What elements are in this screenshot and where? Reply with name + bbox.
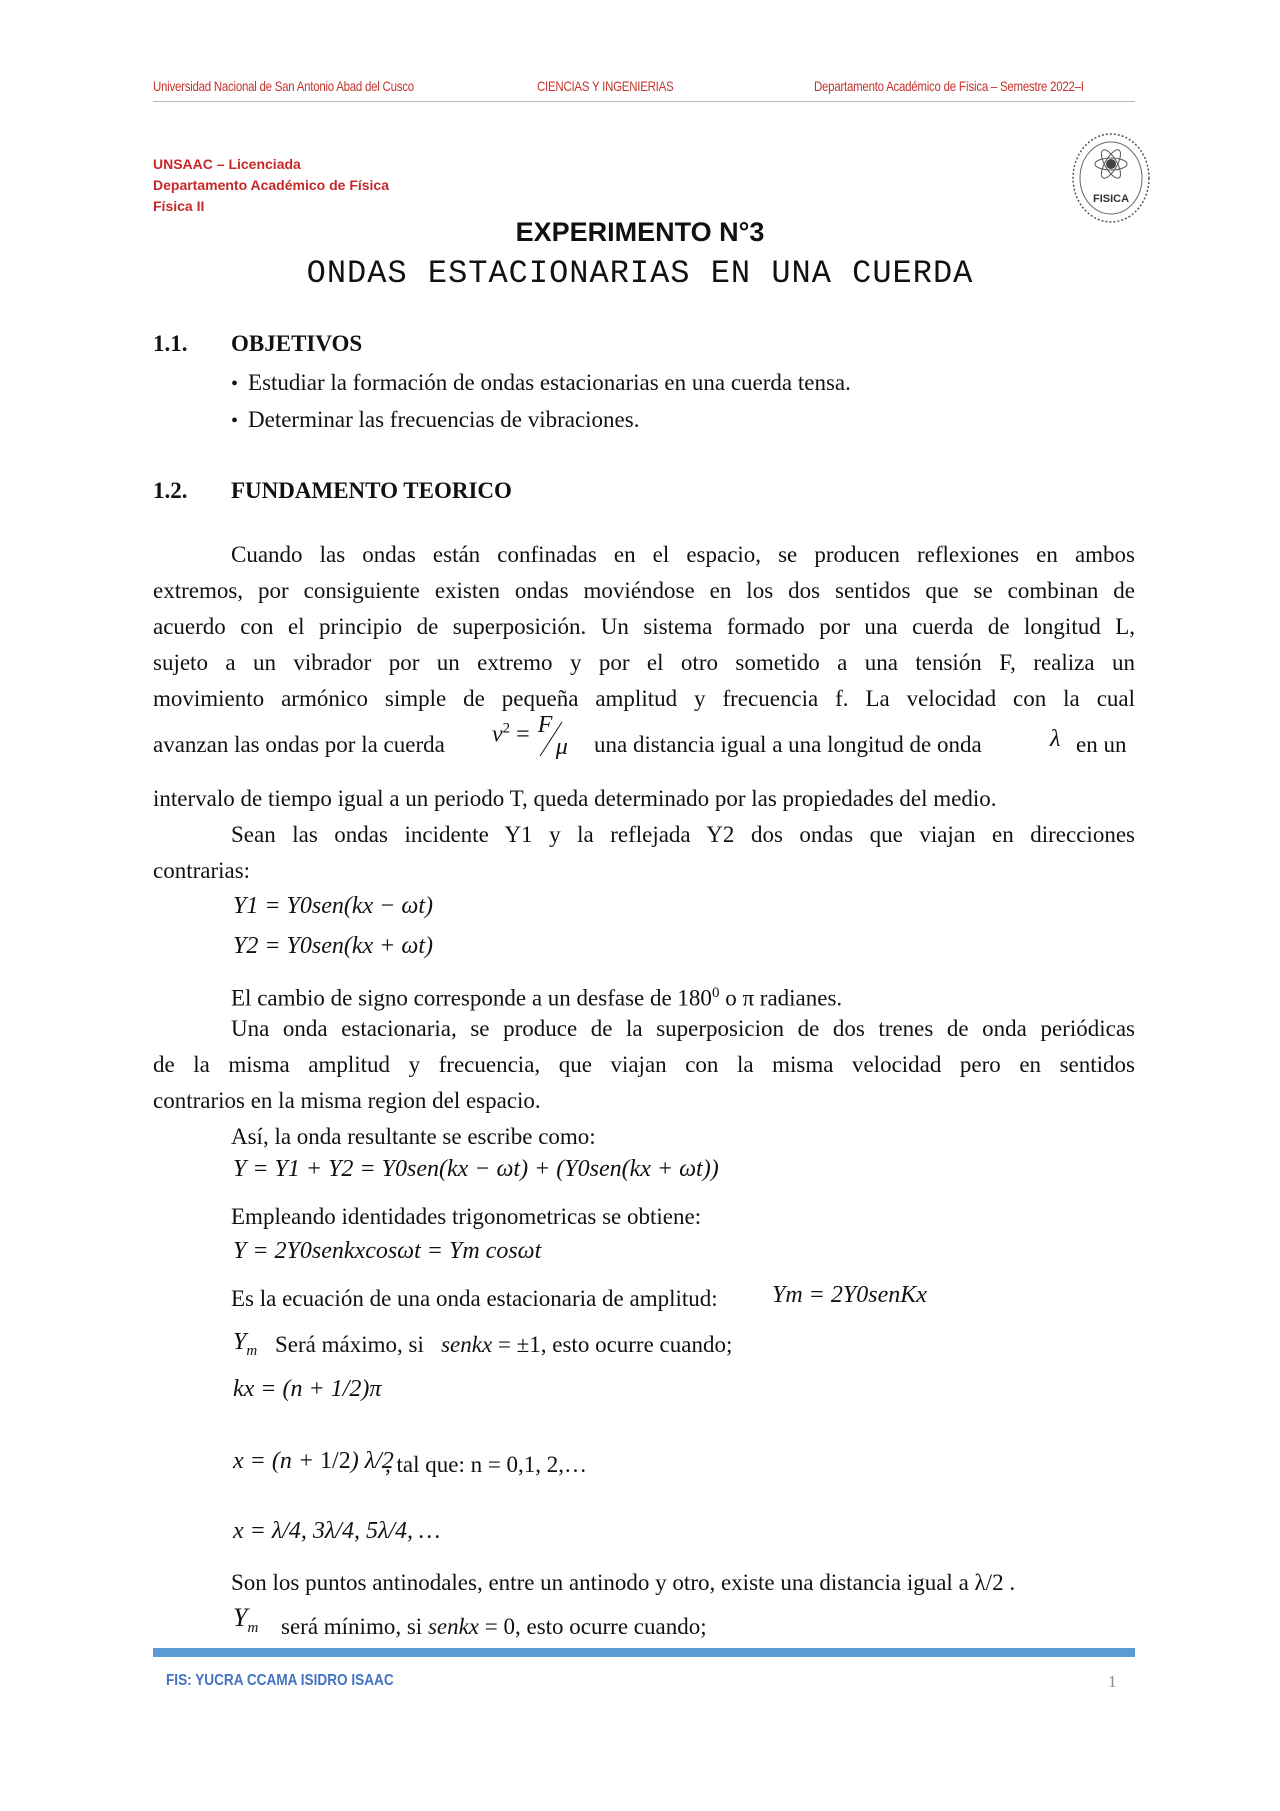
velocity-line-text-c: en un: [1076, 732, 1127, 757]
ym-symbol-max: $Y_m$: [233, 1329, 258, 1359]
n-values-text: , tal que: n = 0,1, 2,…: [385, 1452, 588, 1477]
footer-author: FIS: YUCRA CCAMA ISIDRO ISAAC: [166, 1672, 394, 1689]
paragraph-2: Sean las ondas incidente Y1 y la reflejada Y2 dos ondas que viajan en direcciones contrarias:: [153, 822, 1135, 883]
equation-kx: kx = (n + 1/2)π: [233, 1376, 382, 1402]
bullet-icon: •: [231, 410, 249, 432]
ym-symbol-min: $Y_m$: [233, 1603, 259, 1637]
bullet-icon: •: [231, 373, 249, 395]
equation-superposition: Y = Y1 + Y2 = Y0sen(kx − ωt) + (Y0sen(kx + ωt)): [233, 1156, 719, 1182]
equation-y1: Y1 = Y0sen(kx − ωt): [233, 893, 433, 919]
resultant-intro: Así, la onda resultante se escribe como:: [231, 1124, 596, 1149]
experiment-subtitle: ONDAS ESTACIONARIAS EN UNA CUERDA: [306, 255, 974, 292]
section-1-number: 1.1.: [153, 331, 188, 356]
seal-text: FISICA: [1092, 193, 1130, 205]
velocity-line-text-a: avanzan las ondas por la cuerda: [153, 732, 445, 757]
fraction-f-over-mu: F μ: [537, 712, 568, 760]
objective-item-2: • Determinar las frecuencias de vibraciones.: [231, 407, 640, 432]
identities-text: Empleando identidades trigonometricas se obtiene:: [231, 1204, 702, 1229]
header-department: Departamento Académico de Física – Semestre 2022–I: [814, 78, 1084, 94]
antinodal-text: Son los puntos antinodales, entre un antinodo y otro, existe una distancia igual a λ/2 .: [231, 1570, 1016, 1595]
institution-line-1: UNSAAC – Licenciada: [153, 156, 301, 172]
header-rule: [153, 101, 1135, 102]
section-1-heading: OBJETIVOS: [231, 331, 363, 356]
institution-line-2: Departamento Académico de Física: [153, 177, 390, 193]
header-university: Universidad Nacional de San Antonio Abad del Cusco: [153, 78, 414, 94]
maximum-condition: Será máximo, si senkx = ±1, esto ocurre cuando;: [275, 1332, 733, 1357]
velocity-line-end: intervalo de tiempo igual a un periodo T, queda determinado por las propiedades del medio.: [153, 786, 997, 811]
footer-bar: [153, 1648, 1135, 1657]
physics-seal-logo: [1070, 130, 1152, 226]
velocity-line-text-b: una distancia igual a una longitud de onda: [594, 732, 982, 757]
equation-y2: Y2 = Y0sen(kx + ωt): [233, 933, 433, 959]
paragraph-3: Una onda estacionaria, se produce de la superposicion de dos trenes de onda periódicas de la misma amplitud y frecuencia, que viajan con la misma velocidad pero en sentidos contrarios en la misma region del espacio.: [153, 1016, 1135, 1113]
velocity-formula: $v^2$ = F μ: [492, 718, 572, 754]
lambda-symbol: λ: [1050, 726, 1061, 752]
page-number: 1: [1108, 1672, 1117, 1691]
minimum-condition: será mínimo, si senkx = 0, esto ocurre cuando;: [281, 1614, 707, 1639]
equation-x-antinodes: x = (n + 1/2) λ/2: [233, 1448, 394, 1474]
objective-item-1: • Estudiar la formación de ondas estacionarias en una cuerda tensa.: [231, 370, 851, 395]
paragraph-1: Cuando las ondas están confinadas en el espacio, se producen reflexiones en ambos extremos, por consiguiente existen ondas moviéndose en los dos sentidos que se combinan de acuerdo con el principio de superposición. Un sistema formado por una cuerda de longitud L, sujeto a un vibrador por un extremo y por el otro sometido a una tensión F, realiza un movimiento armónico simple de pequeña amplitud y frecuencia f. La velocidad con la cual: [153, 542, 1135, 711]
equation-x-values: x = λ/4, 3λ/4, 5λ/4, …: [233, 1518, 441, 1544]
institution-line-3: Física II: [153, 198, 205, 214]
section-2-number: 1.2.: [153, 478, 188, 503]
section-2-heading: FUNDAMENTO TEORICO: [231, 478, 512, 503]
phase-shift-text: El cambio de signo corresponde a un desfase de $180^0$ o π radianes.: [231, 985, 843, 1011]
amplitude-text: Es la ecuación de una onda estacionaria de amplitud:: [231, 1286, 718, 1311]
equation-amplitude: Ym = 2Y0senKx: [772, 1282, 927, 1308]
experiment-title: EXPERIMENTO N°3: [515, 217, 765, 247]
equation-standing-wave: Y = 2Y0senkxcosωt = Ym cosωt: [233, 1238, 542, 1264]
header-faculty: CIENCIAS Y INGENIERIAS: [537, 78, 674, 94]
